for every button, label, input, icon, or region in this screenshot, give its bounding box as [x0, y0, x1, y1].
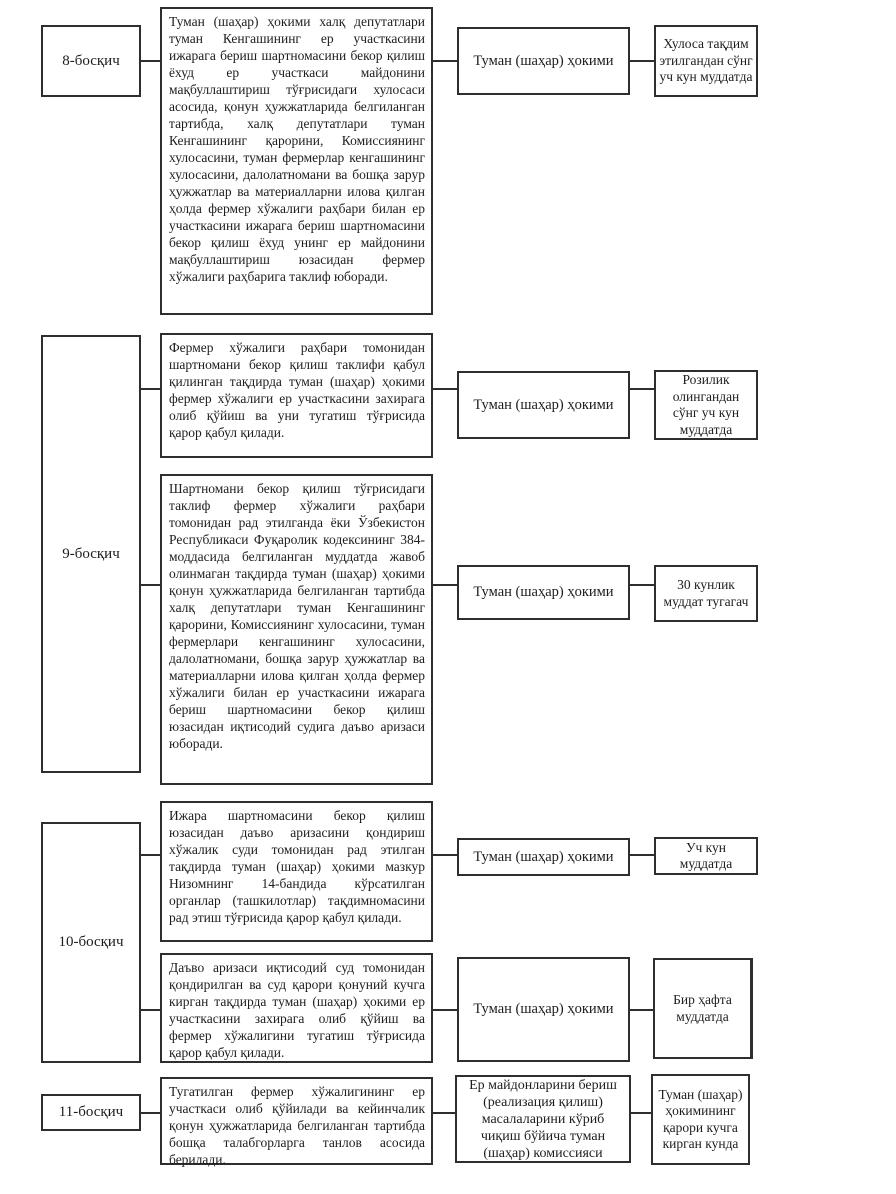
connector-line [141, 584, 160, 586]
connector-line [141, 1112, 160, 1114]
actor-box: Туман (шаҳар) ҳокими [457, 957, 630, 1062]
connector-line [630, 854, 654, 856]
connector-line [141, 388, 160, 390]
deadline-box: Бир ҳафта муддатда [653, 958, 753, 1059]
step-description: Ижара шартномасини бекор қилиш юзасидан даъво аризасини қондириш хўжалик суди томонидан рад этилган тақдирда туман (шаҳар) ҳокими мазкур Низомнинг 14-бандида кўрсатилган органлар (ташкилотлар) тақдимномасини рад этиш тўғрисида қарор қабул қилади. [160, 801, 433, 942]
connector-line [141, 854, 160, 856]
connector-line [141, 1009, 160, 1011]
connector-line [433, 584, 457, 586]
actor-box: Туман (шаҳар) ҳокими [457, 838, 630, 876]
deadline-box: Туман (шаҳар) ҳокимининг қарори кучга кирган кунда [651, 1074, 750, 1165]
connector-line [630, 1009, 653, 1011]
deadline-box: Уч кун муддатда [654, 837, 758, 875]
step-description: Шартномани бекор қилиш тўғрисидаги таклиф фермер хўжалиги раҳбари томонидан рад этилганда ёки Ўзбекистон Республикаси Фуқаролик кодексининг 384-моддасида белгиланган муддатда жавоб олинмаган тақдирда туман (шаҳар) ҳокими қонун ҳужжатларида белгиланган тартибда халқ депутатлари туман Кенгашининг қарорини, Комиссиянинг хулосасини, туман фермерлари кенгашининг хулосасини, далолатномани, бошқа зарур ҳужжатлар ва материалларни илова қилган ҳолда фермер хўжалиги билан ер участкасини ижарага бериш шартномасини бекор қилиш юзасидан иқтисодий судига даъво аризаси юборади. [160, 474, 433, 785]
connector-line [433, 854, 457, 856]
stage-label-9: 9-босқич [41, 335, 141, 773]
connector-line [433, 1112, 455, 1114]
connector-line [630, 60, 654, 62]
connector-line [433, 1009, 457, 1011]
connector-line [630, 584, 654, 586]
deadline-box: Розилик олингандан сўнг уч кун муддатда [654, 370, 758, 440]
deadline-box: 30 кунлик муддат тугагач [654, 565, 758, 622]
connector-line [433, 60, 457, 62]
step-description: Туман (шаҳар) ҳокими халқ депутатлари туман Кенгашининг ер участкасини ижарага бериш шартномасини бекор қилиш ёхуд ер участкаси майдонини мақбуллаштириш тўғрисидаги хулосаси асосида, қонун ҳужжатларида белгиланган тартибда, халқ депутатлари туман Кенгашининг қарорини, Комиссиянинг хулосасини, туман фермерлар кенгашининг хулосасини, далолатномани ва бошқа зарур ҳужжатлар ва материалларни илова қилган ҳолда фермер хўжалиги раҳбари билан ер участкасини ижарага бериш шартномасини бекор қилиш ёхуд унинг ер майдонини мақбуллаштириш юзасидан фермер хўжалиги раҳбарига таклиф юборади. [160, 7, 433, 315]
stage-label-10: 10-босқич [41, 822, 141, 1063]
actor-box: Туман (шаҳар) ҳокими [457, 565, 630, 620]
connector-line [631, 1112, 651, 1114]
step-description: Тугатилган фермер хўжалигининг ер участкаси олиб қўйилади ва кейинчалик қонун ҳужжатларида белгиланган тартибда бошқа талабгорларга танлов асосида берилади. [160, 1077, 433, 1165]
step-description: Даъво аризаси иқтисодий суд томонидан қондирилган ва суд қарори қонуний кучга кирган тақдирда туман (шаҳар) ҳокими ер участкасини захирага олиб қўйиш ва фермер хўжалигини тугатиш тўғрисида қарор қабул қилади. [160, 953, 433, 1063]
actor-box: Туман (шаҳар) ҳокими [457, 371, 630, 439]
stage-label-11: 11-босқич [41, 1094, 141, 1131]
actor-box: Туман (шаҳар) ҳокими [457, 27, 630, 95]
step-description: Фермер хўжалиги раҳбари томонидан шартномани бекор қилиш таклифи қабул қилинган тақдирда туман (шаҳар) ҳокими фермер хўжалиги ер участкасини захирага олиб қўйиш ва уни тугатиш тўғрисида қарор қабул қилади. [160, 333, 433, 458]
stage-label-8: 8-босқич [41, 25, 141, 97]
actor-box: Ер майдонларини бериш (реализация қилиш) масалаларини кўриб чиқиш бўйича туман (шаҳар) комиссияси [455, 1075, 631, 1163]
connector-line [630, 388, 654, 390]
deadline-box: Хулоса тақдим этилгандан сўнг уч кун муддатда [654, 25, 758, 97]
connector-line [433, 388, 457, 390]
connector-line [141, 60, 160, 62]
